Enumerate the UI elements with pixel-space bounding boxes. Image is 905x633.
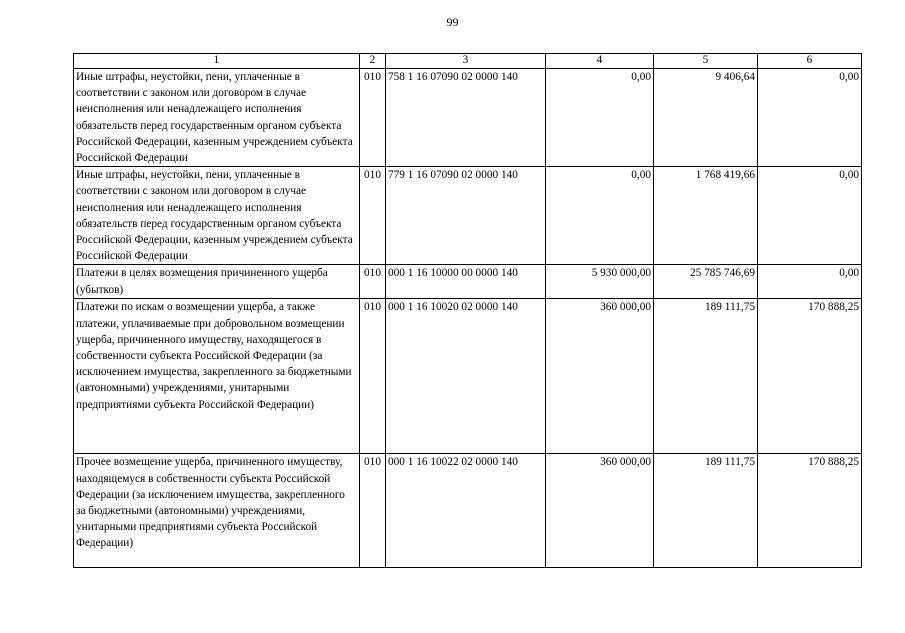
table-row xyxy=(74,265,862,299)
row-value-col6: 170 888,25 xyxy=(758,454,862,568)
page-number: 99 xyxy=(446,15,459,29)
row-name: Платежи по искам о возмещении ущерба, а также платежи, уплачиваемые при добровольном возмещении ущерба, причиненного имуществу, находящегося в собственности субъекта Российской Федерации (за исключением имущества, закрепленного за бюджетными (автономными) учреждениями, унитарными предприятиями субъекта Российской Федерации) xyxy=(74,299,360,454)
row-line-code: 010 xyxy=(360,69,386,167)
row-value-col6: 0,00 xyxy=(758,69,862,167)
row-value-col6: 0,00 xyxy=(758,265,862,299)
row-value-col4: 0,00 xyxy=(546,69,654,167)
table-row xyxy=(74,167,862,265)
row-budget-code: 000 1 16 10020 02 0000 140 xyxy=(386,299,546,454)
header-row xyxy=(74,54,862,69)
row-value-col5: 189 111,75 xyxy=(654,299,758,454)
row-name: Иные штрафы, неустойки, пени, уплаченные в соответствии с законом или договором в случае неисполнения или ненадлежащего исполнения обязательств перед государственным органом субъекта Российской Федерации, казенным учреждением субъекта Российской Федерации xyxy=(74,167,360,265)
row-value-col4: 360 000,00 xyxy=(546,299,654,454)
table-row xyxy=(74,69,862,167)
row-value-col5: 25 785 746,69 xyxy=(654,265,758,299)
row-line-code: 010 xyxy=(360,265,386,299)
row-budget-code: 000 1 16 10022 02 0000 140 xyxy=(386,454,546,568)
row-value-col5: 9 406,64 xyxy=(654,69,758,167)
table-row xyxy=(74,299,862,454)
header-col-5: 5 xyxy=(654,54,758,69)
row-value-col6: 0,00 xyxy=(758,167,862,265)
row-line-code: 010 xyxy=(360,167,386,265)
header-col-1: 1 xyxy=(74,54,360,69)
header-col-6: 6 xyxy=(758,54,862,69)
revenue-table xyxy=(73,53,862,568)
row-budget-code: 758 1 16 07090 02 0000 140 xyxy=(386,69,546,167)
row-value-col4: 0,00 xyxy=(546,167,654,265)
row-value-col4: 5 930 000,00 xyxy=(546,265,654,299)
table-row xyxy=(74,454,862,568)
row-name: Прочее возмещение ущерба, причиненного имуществу, находящемуся в собственности субъекта Российской Федерации (за исключением имущества, закрепленного за бюджетными (автономными) учреждениями, унитарными предприятиями субъекта Российской Федерации) xyxy=(74,454,360,568)
row-value-col5: 1 768 419,66 xyxy=(654,167,758,265)
row-budget-code: 000 1 16 10000 00 0000 140 xyxy=(386,265,546,299)
header-col-4: 4 xyxy=(546,54,654,69)
row-value-col6: 170 888,25 xyxy=(758,299,862,454)
row-value-col4: 360 000,00 xyxy=(546,454,654,568)
row-value-col5: 189 111,75 xyxy=(654,454,758,568)
row-line-code: 010 xyxy=(360,299,386,454)
header-col-3: 3 xyxy=(386,54,546,69)
row-budget-code: 779 1 16 07090 02 0000 140 xyxy=(386,167,546,265)
row-name: Иные штрафы, неустойки, пени, уплаченные в соответствии с законом или договором в случае неисполнения или ненадлежащего исполнения обязательств перед государственным органом субъекта Российской Федерации, казенным учреждением субъекта Российской Федерации xyxy=(74,69,360,167)
header-col-2: 2 xyxy=(360,54,386,69)
row-line-code: 010 xyxy=(360,454,386,568)
row-name: Платежи в целях возмещения причиненного ущерба (убытков) xyxy=(74,265,360,299)
